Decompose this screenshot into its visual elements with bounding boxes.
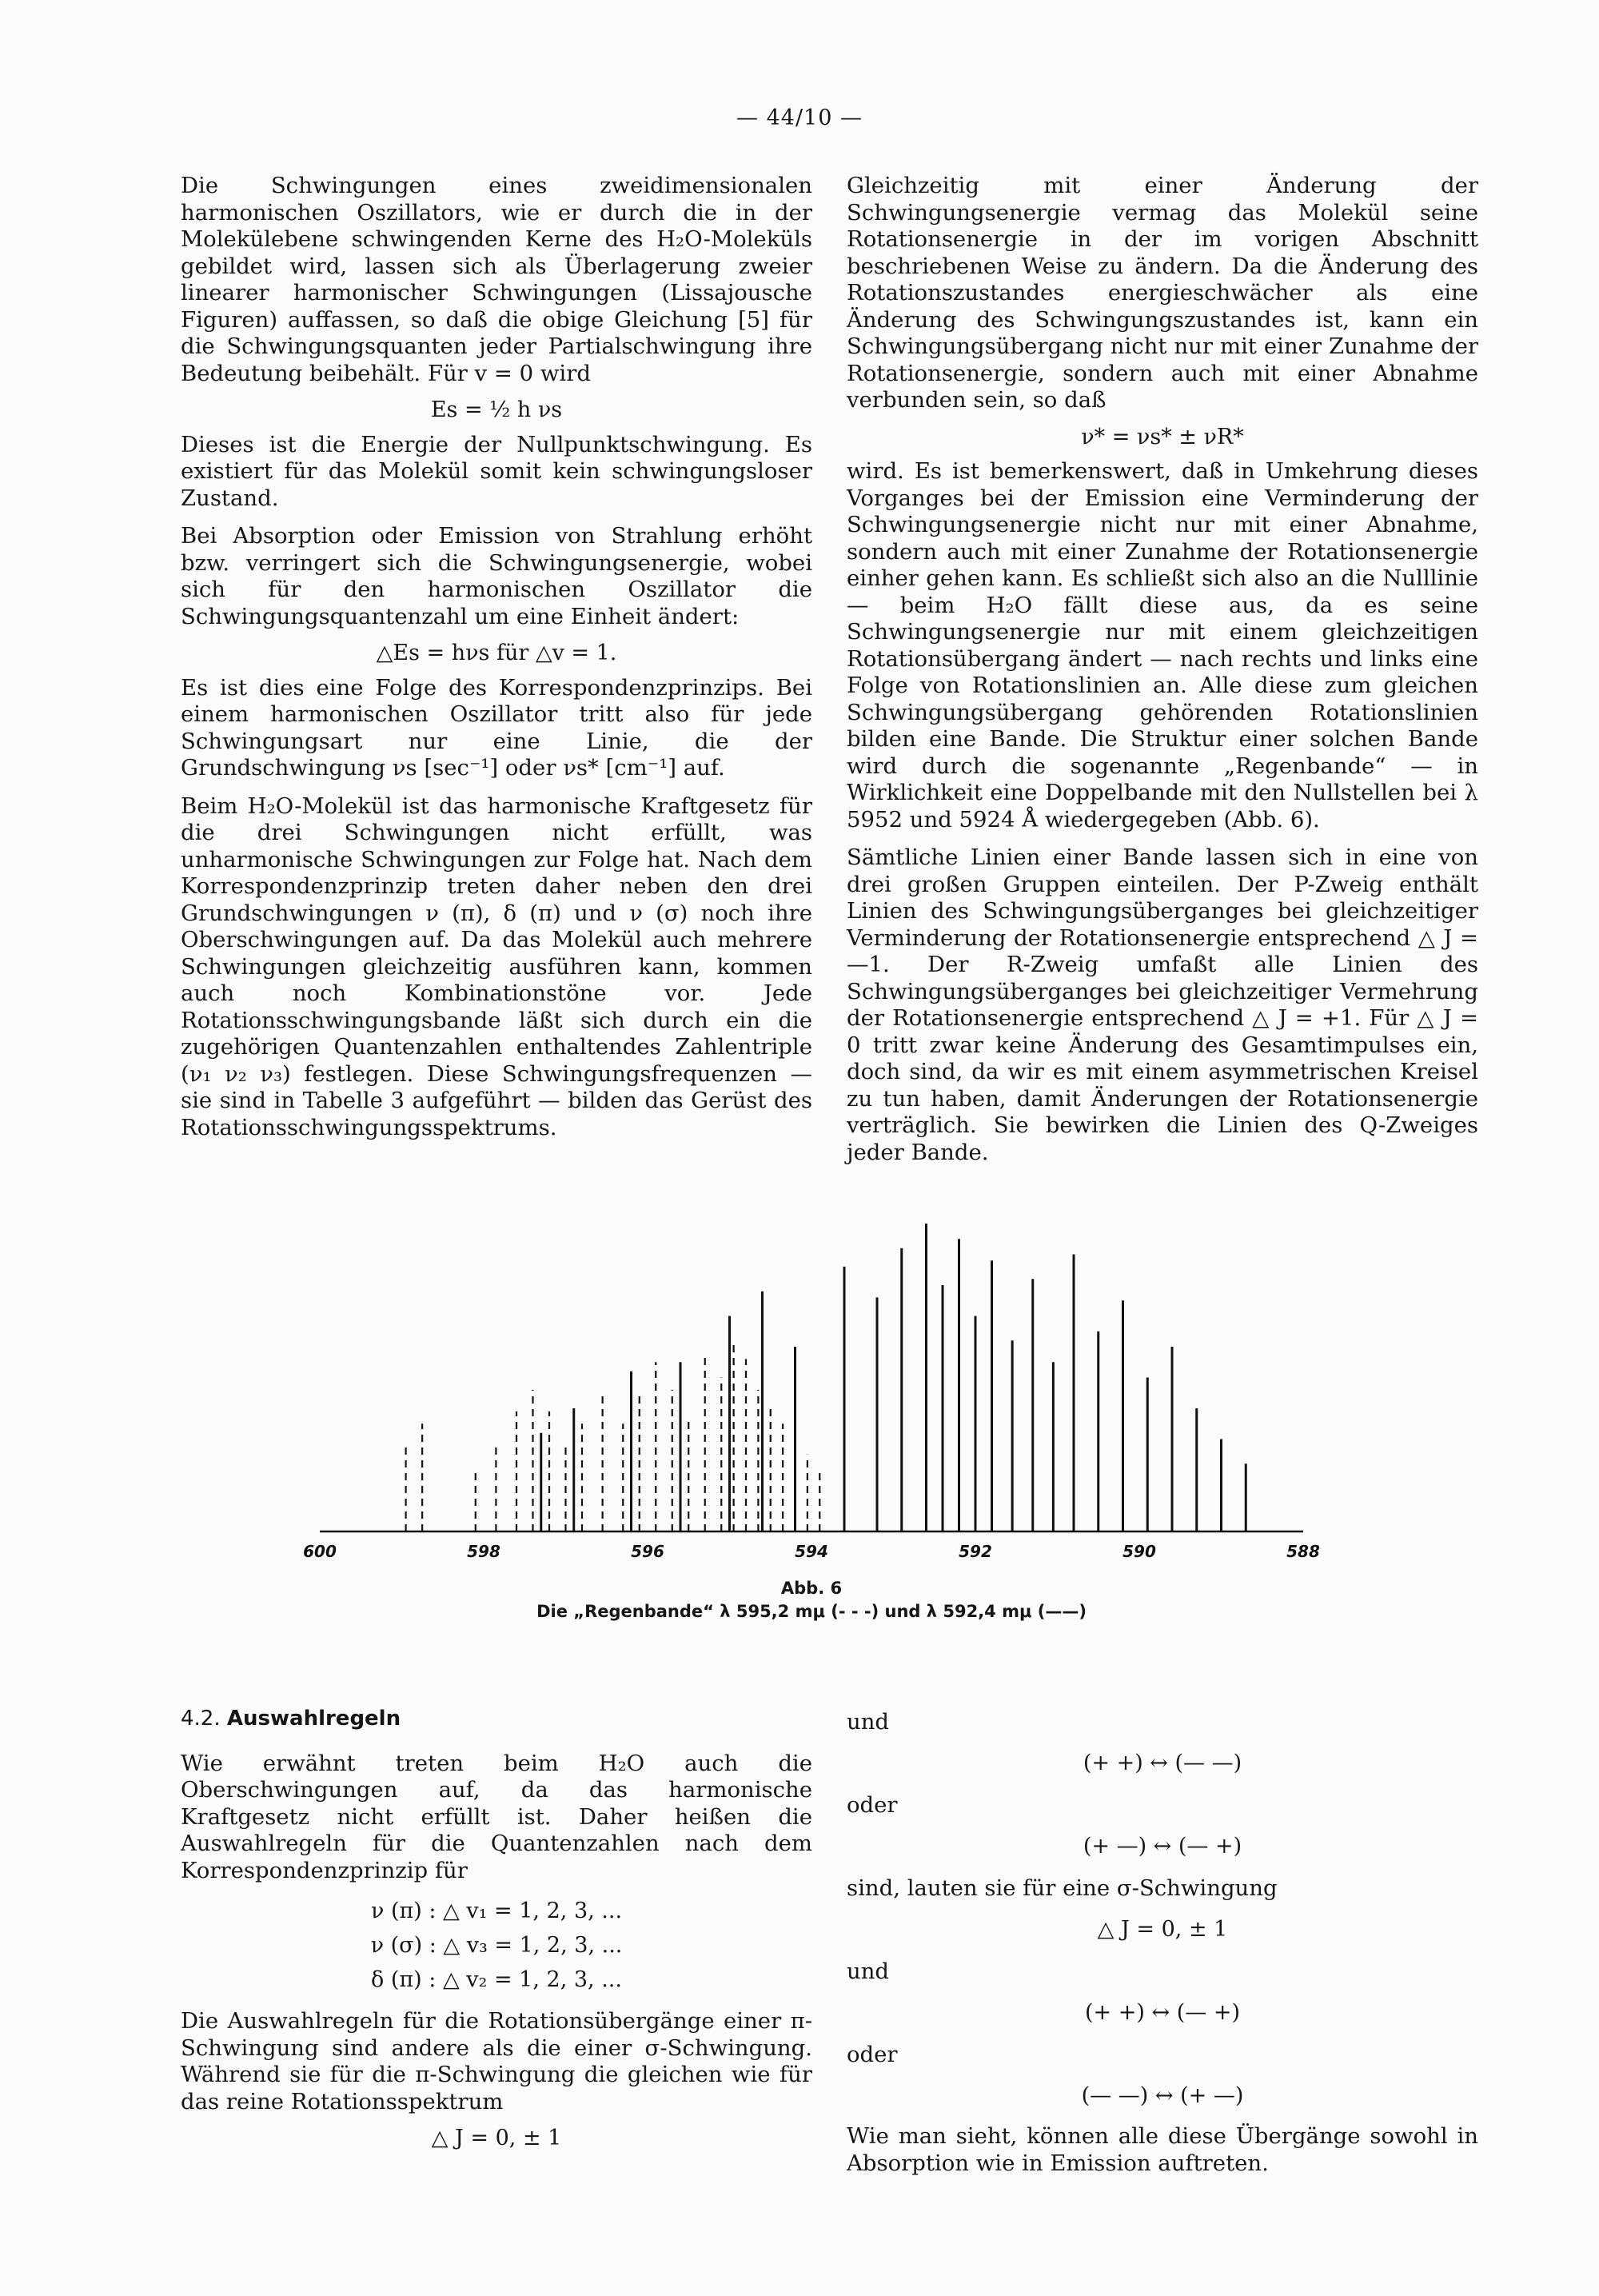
- figure-caption: [312, 1577, 1311, 1623]
- right-column-bottom: [847, 1706, 1478, 2186]
- symmetry-transition: (— —) ↔ (+ —): [1081, 2083, 1244, 2108]
- conjunction-label: oder: [847, 2042, 898, 2067]
- page-number: — 44/10 —: [736, 106, 863, 130]
- x-tick-label: 598: [467, 1542, 500, 1561]
- x-tick-label: 600: [303, 1542, 337, 1561]
- x-tick-label: 592: [959, 1542, 992, 1561]
- selection-rule: ν (π) : △ v₁ = 1, 2, 3, ...: [370, 1899, 623, 1923]
- conjunction-label: oder: [847, 1792, 898, 1818]
- paragraph: Es ist dies eine Folge des Korrespondenzprinzips. Bei einem harmonischen Oszillator tritt also für jede Schwingungsart nur eine Linie, die der Grundschwingung νs [sec⁻¹] oder νs* [cm⁻¹] auf.: [181, 674, 812, 781]
- x-tick-label: 590: [1122, 1542, 1156, 1561]
- equation-zero-point-energy: Es = ½ h νs: [430, 397, 563, 422]
- paragraph: Wie erwähnt treten beim H₂O auch die Oberschwingungen auf, da das harmonische Kraftgesetz nicht erfüllt ist. Daher heißen die Auswahlregeln für die Quantenzahlen nach dem Korrespondenzprinzip für: [181, 1750, 812, 1883]
- paragraph: Dieses ist die Energie der Nullpunktschwingung. Es existiert für das Molekül somit kein schwingungsloser Zustand.: [181, 431, 812, 511]
- paragraph: wird. Es ist bemerkenswert, daß in Umkehrung dieses Vorganges bei der Emission eine Verminderung der Schwingungsenergie nicht nur mit einer Abnahme, sondern auch mit einer Zunahme der Rotationsenergie einher gehen kann. Es schließt sich also an die Nulllinie — beim H₂O fällt diese aus, da es seine Schwingungsenergie nur mit einem gleichzeitigen Rotationsübergang ändert — nach rechts und links eine Folge von Rotationslinien an. Alle diese zum gleichen Schwingungsübergang gehörenden Rotationslinien bilden eine Bande. Die Struktur einer solchen Bande wird durch die sogenannte „Regenbande“ — in Wirklichkeit eine Doppelbande mit den Nullstellen bei λ 5952 und 5924 Å wiedergegeben (Abb. 6).: [847, 458, 1478, 833]
- figure-caption-number: Abb. 6: [780, 1579, 843, 1598]
- symmetry-transition: (+ +) ↔ (— +): [1085, 2000, 1240, 2025]
- paragraph: Die Schwingungen eines zweidimensionalen harmonischen Oszillators, wie er durch die in der Molekülebene schwingenden Kerne des H₂O-Moleküls gebildet wird, lassen sich als Überlagerung zweier linearer harmonischer Schwingungen (Lissajousche Figuren) auffassen, so daß die obige Gleichung [5] für die Schwingungsquanten jeder Partialschwingung ihre Bedeutung beibehält. Für v = 0 wird: [181, 173, 812, 386]
- paragraph: Die Auswahlregeln für die Rotationsübergänge einer π-Schwingung sind andere als die einer σ-Schwingung. Während sie für die π-Schwingung die gleichen wie für das reine Rotationsspektrum: [181, 2008, 812, 2114]
- paragraph: Sämtliche Linien einer Bande lassen sich in eine von drei großen Gruppen einteilen. Der P-Zweig enthält Linien des Schwingungsüberganges bei gleichzeitiger Verminderung der Rotationsenergie entsprechend △ J = —1. Der R-Zweig umfaßt alle Linien des Schwingungsüberganges bei gleichzeitiger Vermehrung der Rotationsenergie entsprechend △ J = +1. Für △ J = 0 tritt zwar keine Änderung des Gesamtimpulses ein, doch sind, da wir es mit einem asymmetrischen Kreisel zu tun haben, damit Änderungen der Rotationsenergie verträglich. Sie bewirken die Linien des Q-Zweiges jeder Bande.: [847, 845, 1478, 1165]
- equation-band: ν* = νs* ± νR*: [1081, 424, 1244, 449]
- conjunction-label: und: [847, 1709, 890, 1735]
- x-tick-label: 594: [795, 1542, 828, 1561]
- symmetry-transition: (+ —) ↔ (— +): [1083, 1834, 1242, 1859]
- x-tick-label: 596: [631, 1542, 664, 1561]
- selection-rule: ν (σ) : △ v₃ = 1, 2, 3, ...: [370, 1933, 623, 1958]
- selection-rule: δ (π) : △ v₂ = 1, 2, 3, ...: [371, 1967, 622, 1992]
- section-title: Auswahlregeln: [226, 1707, 401, 1731]
- paragraph: Wie man sieht, können alle diese Übergänge sowohl in Absorption wie in Emission auftreten.: [847, 2123, 1478, 2176]
- equation-transition: △Es = hνs für △v = 1.: [376, 641, 617, 665]
- equation-delta-j: △ J = 0, ± 1: [1097, 1917, 1228, 1942]
- left-column-bottom: [181, 1706, 812, 2160]
- symmetry-transition: (+ +) ↔ (— —): [1083, 1751, 1242, 1775]
- figure-caption-text: Die „Regenbande“ λ 595,2 mμ (- - -) und λ 592,4 mμ (——): [536, 1602, 1087, 1621]
- paragraph: sind, lauten sie für eine σ-Schwingung: [847, 1875, 1278, 1901]
- equation-delta-j: △ J = 0, ± 1: [431, 2126, 562, 2150]
- x-tick-label: 588: [1286, 1542, 1320, 1561]
- spectrum-chart: [303, 1208, 1320, 1575]
- section-number: 4.2.: [181, 1707, 221, 1731]
- regenbande-figure: [303, 1208, 1320, 1591]
- paragraph: Gleichzeitig mit einer Änderung der Schwingungsenergie vermag das Molekül seine Rotationsenergie in der im vorigen Abschnitt beschriebenen Weise zu ändern. Da die Änderung des Rotationszustandes energieschwächer als eine Änderung des Schwingungszustandes ist, kann ein Schwingungsübergang nicht nur mit einer Zunahme der Rotationsenergie, sondern auch mit einer Abnahme verbunden sein, so daß: [847, 173, 1478, 413]
- paragraph: Beim H₂O-Molekül ist das harmonische Kraftgesetz für die drei Schwingungen nicht erfüllt, was unharmonische Schwingungen zur Folge hat. Nach dem Korrespondenzprinzip treten daher neben den drei Grundschwingungen ν (π), δ (π) und ν (σ) noch ihre Oberschwingungen auf. Da das Molekül auch mehrere Schwingungen gleichzeitig ausführen kann, kommen auch noch Kombinationstöne vor. Jede Rotationsschwingungsbande läßt sich durch ein die zugehörigen Quantenzahlen enthaltendes Zahlentriple (ν₁ ν₂ ν₃) festlegen. Diese Schwingungsfrequenzen — sie sind in Tabelle 3 aufgeführt — bilden das Gerüst des Rotationsschwingungsspektrums.: [181, 793, 812, 1140]
- left-column-top: [181, 173, 812, 1151]
- right-column-top: [847, 173, 1478, 1176]
- paragraph: Bei Absorption oder Emission von Strahlung erhöht bzw. verringert sich die Schwingungsenergie, wobei sich für den harmonischen Oszillator die Schwingungsquantenzahl um eine Einheit ändert:: [181, 523, 812, 629]
- section-heading: [181, 1706, 812, 1733]
- conjunction-label: und: [847, 1959, 890, 1984]
